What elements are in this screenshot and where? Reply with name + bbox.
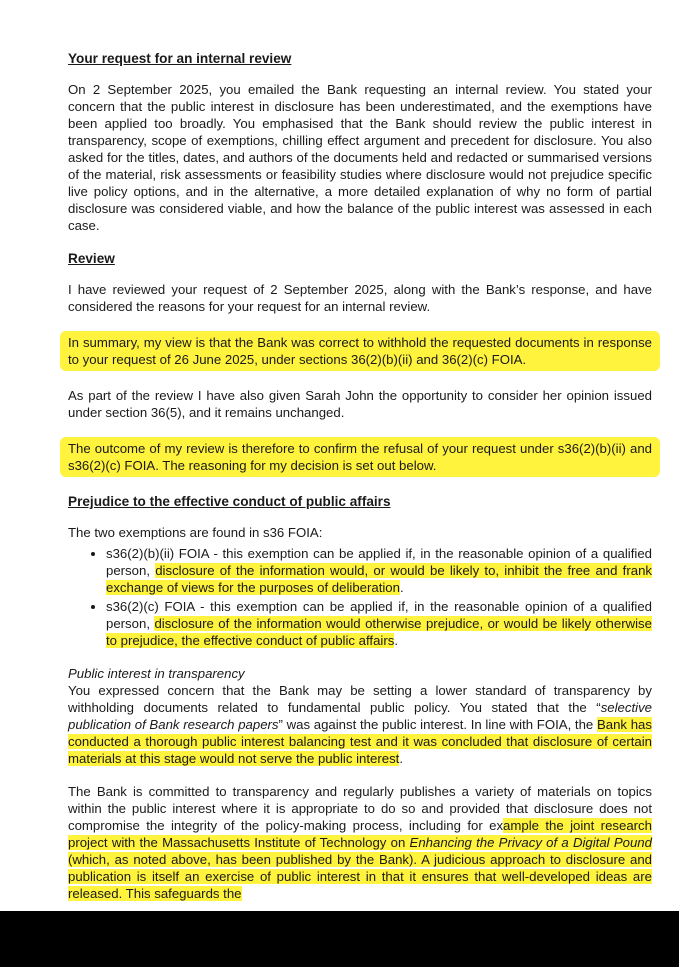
text-span: The Bank is committed to transparency and regularly publishes a variety of materials on topics within the public interest where it is appropriate to do so and provided that disclosure does not compromise the integrity of the policy-making process, including for ex [68,784,652,833]
mit-project-highlight: ample the joint research project with the Massachusetts Institute of Technology on [68,818,652,850]
text-span: . [399,751,403,766]
quoted-text: selective publication of Bank research papers [68,700,652,732]
text-span: ” was against the public interest. In line with FOIA, the [278,717,597,732]
public-interest-paragraph-2 [68,783,652,902]
exemption-item [106,545,652,596]
exemption-end: . [399,580,404,595]
publication-title: Enhancing the Privacy of a Digital Pound [409,835,652,850]
balancing-test-highlight: Bank has conducted a thorough public interest balancing test and it was concluded that disclosure of certain materials at this stage would not serve the public interest [68,717,652,766]
exemption-text: s36(2)(b)(ii) FOIA - this exemption can be applied if, in the reasonable opinion of a qualified person, [106,546,652,578]
heading-prejudice: Prejudice to the effective conduct of public affairs [68,494,391,509]
review-paragraph-3: As part of the review I have also given Sarah John the opportunity to consider her opinion issued under section 36(5), and it remains unchanged. [68,388,652,420]
document-page [68,50,652,918]
review-outcome-highlight: The outcome of my review is therefore to confirm the refusal of your request under s36(2)(b)(ii) and s36(2)(c) FOIA. The reasoning for my decision is set out below. [60,437,660,477]
subheading-public-interest: Public interest in transparency [68,666,245,681]
heading-internal-review: Your request for an internal review [68,51,292,66]
review-paragraph-1: I have reviewed your request of 2 September 2025, along with the Bank’s response, and have considered the reasons for your request for an internal review. [68,282,652,314]
internal-review-paragraph: On 2 September 2025, you emailed the Bank requesting an internal review. You stated your concern that the public interest in disclosure has been underestimated, and the exemptions have been applied too broadly. You emphasised that the Bank should review the public interest in transparency, scope of exemptions, chilling effect argument and precedent for disclosure. You also asked for the titles, dates, and authors of the documents held and redacted or summarised versions of the material, risk assessments or feasibility studies where disclosure would not prejudice specific live policy options, and in the alternative, a more detailed explanation of why no form of partial disclosure was considered viable, and how the balance of the public interest was assessed in each case. [68,82,652,233]
exemption-item [106,598,652,649]
exemption-highlight: disclosure of the information would, or would be likely to, inhibit the free and frank exchange of views for the purposes of deliberation [106,563,652,595]
judicious-approach-highlight: (which, as noted above, has been published by the Bank). A judicious approach to disclosure and publication is itself an exercise of public interest in that it ensures that well-developed ideas are released. This safeguards the [68,852,652,901]
exemptions-list [68,545,652,649]
exemption-end: . [394,633,399,648]
review-summary-highlight: In summary, my view is that the Bank was correct to withhold the requested documents in response to your request of 26 June 2025, under sections 36(2)(b)(ii) and 36(2)(c) FOIA. [60,331,660,371]
text-span: You expressed concern that the Bank may be setting a lower standard of transparency by withholding documents related to fundamental public policy. You stated that the “ [68,683,652,715]
heading-review: Review [68,251,115,266]
exemption-text: s36(2)(c) FOIA - this exemption can be applied if, in the reasonable opinion of a qualified person, [106,599,652,631]
exemptions-intro: The two exemptions are found in s36 FOIA: [68,525,323,540]
exemption-highlight: disclosure of the information would otherwise prejudice, or would be likely otherwise to prejudice, the effective conduct of public affairs [106,616,652,648]
public-interest-paragraph-1 [68,682,652,767]
bottom-bar [0,911,679,967]
